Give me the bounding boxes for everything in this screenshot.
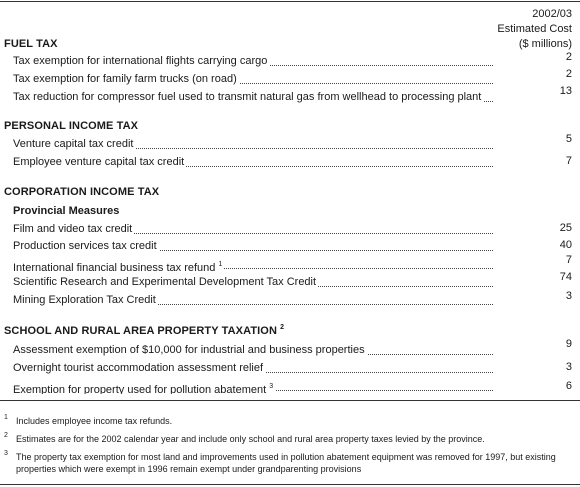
list-item <box>13 155 493 170</box>
list-item <box>13 293 493 308</box>
item-label: Tax exemption for family farm trucks (on road) <box>13 73 237 85</box>
item-value: 2 <box>565 68 572 80</box>
item-value: 25 <box>559 222 572 234</box>
item-label: Assessment exemption of $10,000 for industrial and business properties <box>13 344 365 356</box>
header-units: ($ millions) <box>518 38 572 50</box>
list-item <box>13 90 493 105</box>
item-label: Scientific Research and Experimental Development Tax Credit <box>13 276 317 288</box>
item-label: Tax reduction for compressor fuel used to transmit natural gas from wellhead to processing plant <box>13 91 482 103</box>
footnote <box>4 433 564 445</box>
section-title-property-taxation <box>4 324 284 337</box>
list-item <box>13 72 493 87</box>
list-item <box>13 343 493 358</box>
item-value: 7 <box>565 155 572 167</box>
footnote-text: Includes employee income tax refunds. <box>16 416 173 426</box>
footnote-mark: 3 <box>4 450 8 457</box>
item-value: 7 <box>565 254 572 266</box>
item-value: 3 <box>565 290 572 302</box>
item-label: Mining Exploration Tax Credit <box>13 294 156 306</box>
item-value: 5 <box>565 133 572 145</box>
footnote-text: Estimates are for the 2002 calendar year and include only school and rural area property taxes levied by the province. <box>16 434 485 444</box>
item-label: Overnight tourist accommodation assessment relief <box>13 362 264 374</box>
footnote-ref: 1 <box>218 261 223 268</box>
list-item <box>13 257 493 272</box>
item-value: 9 <box>565 338 572 350</box>
section-title-corporation-income-tax: CORPORATION INCOME TAX <box>4 186 160 198</box>
header-year: 2002/03 <box>532 8 572 20</box>
footnote-mark: 1 <box>4 414 8 421</box>
column-header <box>472 7 572 52</box>
item-label <box>13 262 224 272</box>
list-item <box>13 361 493 376</box>
bottom-rule <box>0 484 580 485</box>
list-item <box>13 239 493 254</box>
section-title-fuel-tax: FUEL TAX <box>4 38 58 50</box>
list-item <box>13 137 493 152</box>
list-item <box>13 222 493 237</box>
item-label: Venture capital tax credit <box>13 138 134 150</box>
list-item <box>13 379 493 394</box>
subsection-title-provincial-measures: Provincial Measures <box>13 205 120 217</box>
item-label-text: International financial business tax refund <box>13 262 216 272</box>
item-value: 74 <box>559 271 572 283</box>
divider-rule <box>0 400 580 401</box>
item-value: 40 <box>559 239 572 251</box>
section-title-personal-income-tax: PERSONAL INCOME TAX <box>4 120 139 132</box>
footnote <box>4 415 564 427</box>
item-value: 6 <box>565 380 572 392</box>
list-item <box>13 275 493 290</box>
item-value: 3 <box>565 361 572 373</box>
list-item <box>13 54 493 69</box>
item-label: Tax exemption for international flights carrying cargo <box>13 55 268 67</box>
item-value: 2 <box>565 51 572 63</box>
footnote-mark: 2 <box>4 432 8 439</box>
footnote-ref: 3 <box>269 383 274 390</box>
section-title-text: SCHOOL AND RURAL AREA PROPERTY TAXATION <box>4 325 278 337</box>
header-label: Estimated Cost <box>497 23 572 35</box>
footnote <box>4 451 564 475</box>
footnote-text: The property tax exemption for most land and improvements used in pollution abatement equipment was removed for 1997, but existing properties which were exempt in 1996 remain exempt under grandparenting provisions <box>16 452 556 474</box>
item-label-text: Exemption for property used for pollution abatement <box>13 384 267 394</box>
item-value: 13 <box>559 85 572 97</box>
item-label <box>13 384 275 394</box>
top-rule <box>0 1 580 2</box>
item-label: Employee venture capital tax credit <box>13 156 185 168</box>
item-label: Production services tax credit <box>13 240 157 252</box>
footnote-ref: 2 <box>280 324 285 331</box>
item-label: Film and video tax credit <box>13 223 133 235</box>
